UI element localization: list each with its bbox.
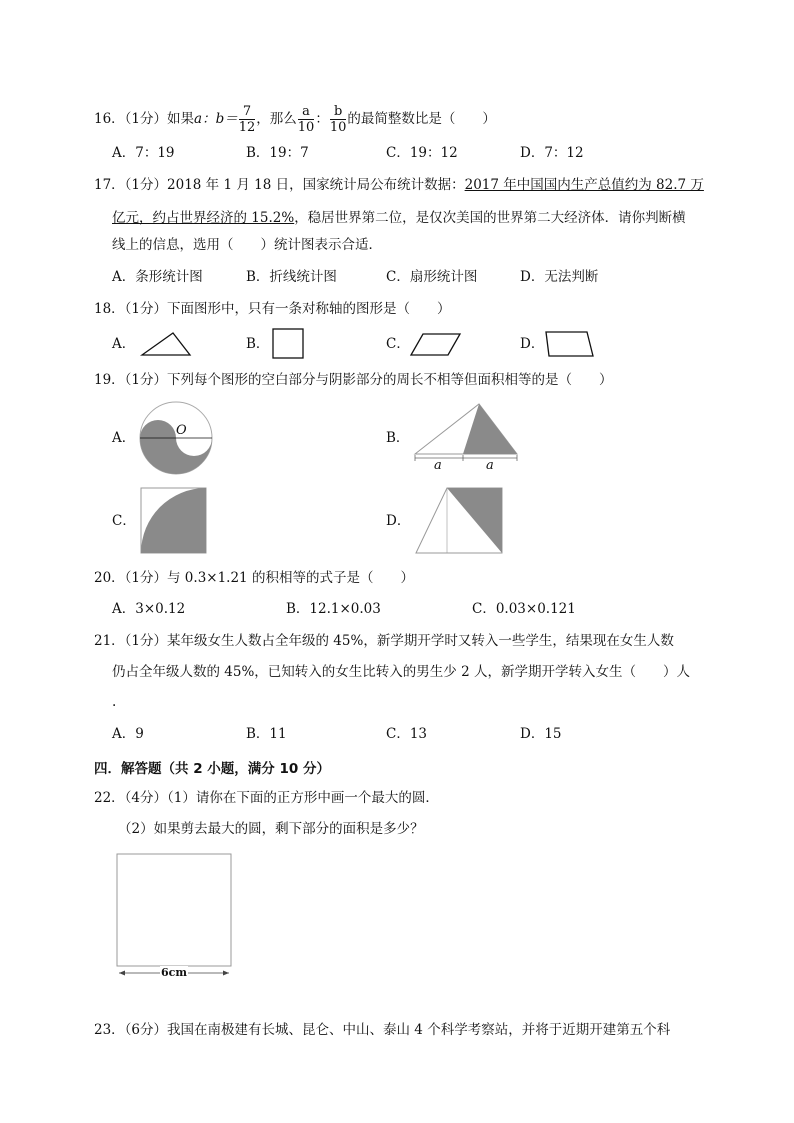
- q21-option-c[interactable]: C．13: [386, 726, 428, 742]
- fraction-denominator: 10: [297, 120, 315, 135]
- q17-option-a[interactable]: A．条形统计图: [112, 269, 203, 285]
- fraction-denominator: 10: [329, 120, 347, 135]
- fraction-numerator: b: [330, 104, 347, 120]
- question-21-line-2: 仍占全年级人数的 45%，已知转入的女生比转入的男生少 2 人，新学期开学转入女生（ ）人: [112, 664, 690, 680]
- question-17-line-1: [94, 175, 704, 195]
- q17-option-d[interactable]: D．无法判断: [520, 269, 599, 285]
- q16-ratio-ab: a：b＝: [194, 111, 238, 127]
- q18-option-b[interactable]: B．: [246, 336, 270, 352]
- base-label-a-left: a: [434, 458, 442, 473]
- q20-option-c[interactable]: C．0.03×0.121: [472, 601, 576, 617]
- q20-option-b[interactable]: B．12.1×0.03: [286, 601, 381, 617]
- q16-fraction-7-12: [239, 104, 256, 135]
- q19-option-c[interactable]: C．: [112, 513, 136, 529]
- q19-option-d[interactable]: D．: [386, 513, 411, 529]
- section-heading-4: 四．解答题（共 2 小题，满分 10 分）: [94, 761, 330, 777]
- q18-trapezoid-figure: [543, 330, 597, 360]
- q19-square-triangles-figure: [415, 487, 505, 555]
- question-23-line-1: 23．（6分）我国在南极建有长城、昆仑、中山、泰山 4 个科学考察站，并将于近期开建第五个科: [94, 1022, 671, 1038]
- question-22-line-2: （2）如果剪去最大的圆，剩下部分的面积是多少？: [118, 821, 424, 837]
- fraction-numerator: 7: [239, 104, 256, 120]
- q16-mid: ，那么: [256, 111, 297, 127]
- q18-square-figure: [272, 328, 306, 360]
- center-label-o: O: [176, 423, 187, 438]
- q18-parallelogram-figure: [410, 332, 464, 358]
- q16-stem: 16．（1分）如果: [94, 111, 195, 127]
- q16-fraction-b-10: [330, 104, 347, 135]
- question-18: 18．（1分）下面图形中，只有一条对称轴的图形是（ ）: [94, 301, 451, 317]
- q17-underlined-info: 亿元，约占世界经济的 15.2%: [112, 210, 295, 226]
- q17-underlined-info: 2017 年中国国内生产总值约为 82.7 万: [464, 177, 704, 193]
- question-21-line-1: 21．（1分）某年级女生人数占全年级的 45%，新学期开学时又转入一些学生，结果现在女生人数: [94, 633, 674, 649]
- question-17-line-3: 线上的信息，选用（ ）统计图表示合适．: [112, 237, 382, 253]
- q18-option-d[interactable]: D．: [520, 336, 545, 352]
- q22-square-figure: [116, 853, 234, 983]
- question-17-line-2: [112, 208, 686, 228]
- q16-option-c[interactable]: C．19：12: [386, 145, 458, 161]
- dimension-label-6cm: 6cm: [161, 966, 187, 979]
- q17-option-b[interactable]: B．折线统计图: [246, 269, 337, 285]
- q17-option-c[interactable]: C．扇形统计图: [386, 269, 478, 285]
- question-21-line-3: .: [112, 694, 117, 710]
- q19-yin-yang-figure: [139, 401, 215, 477]
- q16-fraction-a-10: [298, 104, 315, 135]
- q16-option-d[interactable]: D．7：12: [520, 145, 584, 161]
- q16-option-b[interactable]: B．19：7: [246, 145, 309, 161]
- question-16: [94, 104, 496, 135]
- q21-option-d[interactable]: D．15: [520, 726, 562, 742]
- q19-quarter-circle-figure: [140, 487, 208, 555]
- q18-triangle-figure: [140, 330, 194, 358]
- base-label-a-right: a: [486, 458, 494, 473]
- q18-option-a[interactable]: A．: [112, 336, 136, 352]
- q19-triangles-figure: [413, 402, 521, 462]
- q16-tail: 的最简整数比是（ ）: [347, 111, 496, 127]
- q16-colon: ：: [315, 111, 329, 127]
- question-22-line-1: 22．（4分）（1）请你在下面的正方形中画一个最大的圆．: [94, 790, 439, 806]
- question-20: 20．（1分）与 0.3×1.21 的积相等的式子是（ ）: [94, 570, 414, 586]
- q19-option-b[interactable]: B．: [386, 430, 410, 446]
- question-19: 19．（1分）下列每个图形的空白部分与阴影部分的周长不相等但面积相等的是（ ）: [94, 372, 613, 388]
- q21-option-a[interactable]: A．9: [112, 726, 144, 742]
- fraction-denominator: 12: [238, 120, 256, 135]
- q21-option-b[interactable]: B．11: [246, 726, 287, 742]
- q20-option-a[interactable]: A．3×0.12: [112, 601, 186, 617]
- q18-option-c[interactable]: C．: [386, 336, 410, 352]
- q17-text: ，稳居世界第二位，是仅次美国的世界第二大经济体．请你判断横: [294, 210, 686, 226]
- q19-option-a[interactable]: A．: [112, 430, 136, 446]
- q16-option-a[interactable]: A．7：19: [112, 145, 175, 161]
- q17-text: 17．（1分）2018 年 1 月 18 日，国家统计局公布统计数据：: [94, 177, 465, 193]
- fraction-numerator: a: [298, 104, 315, 120]
